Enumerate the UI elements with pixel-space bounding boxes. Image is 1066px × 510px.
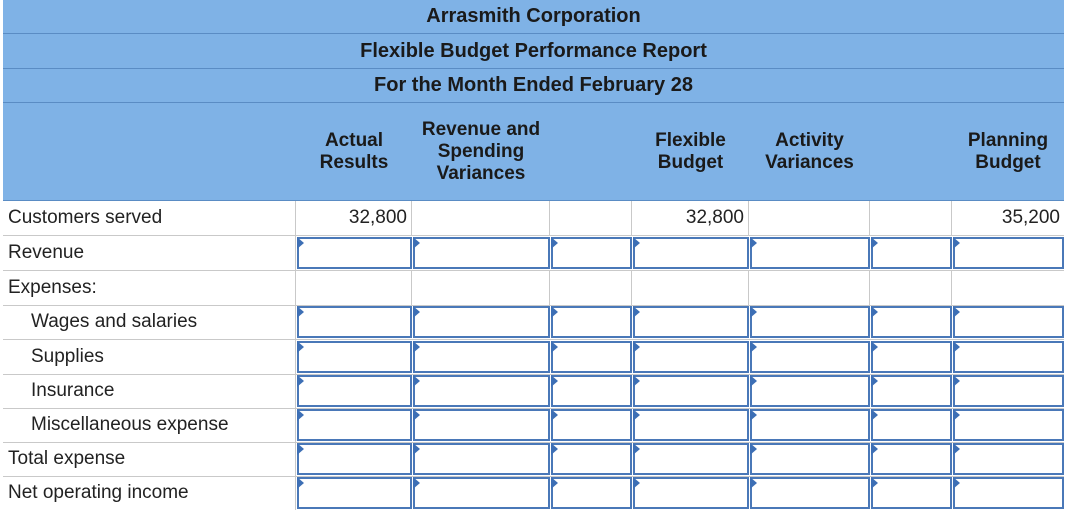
performance-report — [3, 0, 1064, 509]
row-net-operating-income — [3, 476, 1064, 510]
cell — [550, 271, 632, 305]
report-title: Flexible Budget Performance Report — [3, 34, 1064, 69]
row-label: Miscellaneous expense — [3, 408, 296, 442]
input-misc-flexible[interactable] — [633, 409, 749, 441]
dropdown-misc-fu1[interactable] — [551, 409, 632, 441]
input-total-activity[interactable] — [750, 443, 870, 475]
input-supplies-actual[interactable] — [297, 341, 412, 373]
actual-customers-value: 32,800 — [296, 201, 412, 235]
cell — [412, 271, 550, 305]
row-supplies — [3, 340, 1064, 375]
input-misc-activity[interactable] — [750, 409, 870, 441]
header-blank — [3, 103, 297, 201]
dropdown-revenue-fu2[interactable] — [871, 237, 952, 269]
input-total-planning[interactable] — [953, 443, 1064, 475]
cell — [749, 201, 870, 235]
input-total-actual[interactable] — [297, 443, 412, 475]
header-revenue-spending-variances: Revenue and Spending Variances — [412, 103, 551, 201]
header-planning-budget: Planning Budget — [952, 103, 1064, 201]
input-insurance-flexible[interactable] — [633, 375, 749, 407]
input-net-variance[interactable] — [413, 477, 550, 509]
dropdown-total-fu2[interactable] — [871, 443, 952, 475]
cell — [870, 271, 952, 305]
dropdown-net-fu1[interactable] — [551, 477, 632, 509]
cell — [632, 271, 749, 305]
input-supplies-variance[interactable] — [413, 341, 550, 373]
input-revenue-flexible[interactable] — [633, 237, 749, 269]
input-insurance-planning[interactable] — [953, 375, 1064, 407]
input-wages-flexible[interactable] — [633, 306, 749, 338]
dropdown-insurance-fu1[interactable] — [551, 375, 632, 407]
input-revenue-variance[interactable] — [413, 237, 550, 269]
planning-customers-value: 35,200 — [1001, 207, 1060, 228]
row-label: Total expense — [3, 442, 296, 476]
input-net-flexible[interactable] — [633, 477, 749, 509]
report-period: For the Month Ended February 28 — [3, 69, 1064, 103]
row-label: Revenue — [3, 236, 296, 270]
dropdown-supplies-fu2[interactable] — [871, 341, 952, 373]
input-insurance-actual[interactable] — [297, 375, 412, 407]
dropdown-revenue-fu1[interactable] — [551, 237, 632, 269]
row-label: Net operating income — [3, 476, 296, 510]
row-label: Expenses: — [3, 271, 296, 305]
input-net-actual[interactable] — [297, 477, 412, 509]
header-activity-variances: Activity Variances — [749, 103, 871, 201]
cell — [870, 201, 952, 235]
input-wages-variance[interactable] — [413, 306, 550, 338]
input-net-activity[interactable] — [750, 477, 870, 509]
header-actual-results: Actual Results — [296, 103, 413, 201]
input-wages-planning[interactable] — [953, 306, 1064, 338]
input-revenue-actual[interactable] — [297, 237, 412, 269]
dropdown-wages-fu1[interactable] — [551, 306, 632, 338]
input-net-planning[interactable] — [953, 477, 1064, 509]
row-insurance — [3, 374, 1064, 409]
header-blank-col6 — [870, 103, 953, 201]
input-wages-activity[interactable] — [750, 306, 870, 338]
dropdown-insurance-fu2[interactable] — [871, 375, 952, 407]
cell — [412, 201, 550, 235]
row-expenses-header — [3, 271, 1064, 306]
cell — [296, 271, 412, 305]
company-title: Arrasmith Corporation — [3, 0, 1064, 34]
flexible-customers-value: 32,800 — [632, 201, 749, 235]
dropdown-misc-fu2[interactable] — [871, 409, 952, 441]
input-misc-actual[interactable] — [297, 409, 412, 441]
dropdown-net-fu2[interactable] — [871, 477, 952, 509]
header-blank-col3 — [550, 103, 633, 201]
input-revenue-activity[interactable] — [750, 237, 870, 269]
input-supplies-planning[interactable] — [953, 341, 1064, 373]
header-flexible-budget: Flexible Budget — [632, 103, 750, 201]
input-supplies-activity[interactable] — [750, 341, 870, 373]
dropdown-total-fu1[interactable] — [551, 443, 632, 475]
row-revenue — [3, 236, 1064, 271]
dropdown-wages-fu2[interactable] — [871, 306, 952, 338]
input-wages-actual[interactable] — [297, 306, 412, 338]
input-revenue-planning[interactable] — [953, 237, 1064, 269]
cell — [749, 271, 870, 305]
row-label: Customers served — [3, 201, 296, 235]
row-customers-served — [3, 201, 1064, 236]
row-label: Supplies — [3, 340, 296, 374]
row-label: Wages and salaries — [3, 305, 296, 339]
row-label: Insurance — [3, 374, 296, 408]
cell — [952, 271, 1064, 305]
input-misc-variance[interactable] — [413, 409, 550, 441]
row-misc-expense — [3, 408, 1064, 443]
input-insurance-variance[interactable] — [413, 375, 550, 407]
input-total-flexible[interactable] — [633, 443, 749, 475]
input-supplies-flexible[interactable] — [633, 341, 749, 373]
input-misc-planning[interactable] — [953, 409, 1064, 441]
input-insurance-activity[interactable] — [750, 375, 870, 407]
dropdown-supplies-fu1[interactable] — [551, 341, 632, 373]
row-total-expense — [3, 442, 1064, 477]
input-total-variance[interactable] — [413, 443, 550, 475]
row-wages-salaries — [3, 305, 1064, 340]
cell — [550, 201, 632, 235]
